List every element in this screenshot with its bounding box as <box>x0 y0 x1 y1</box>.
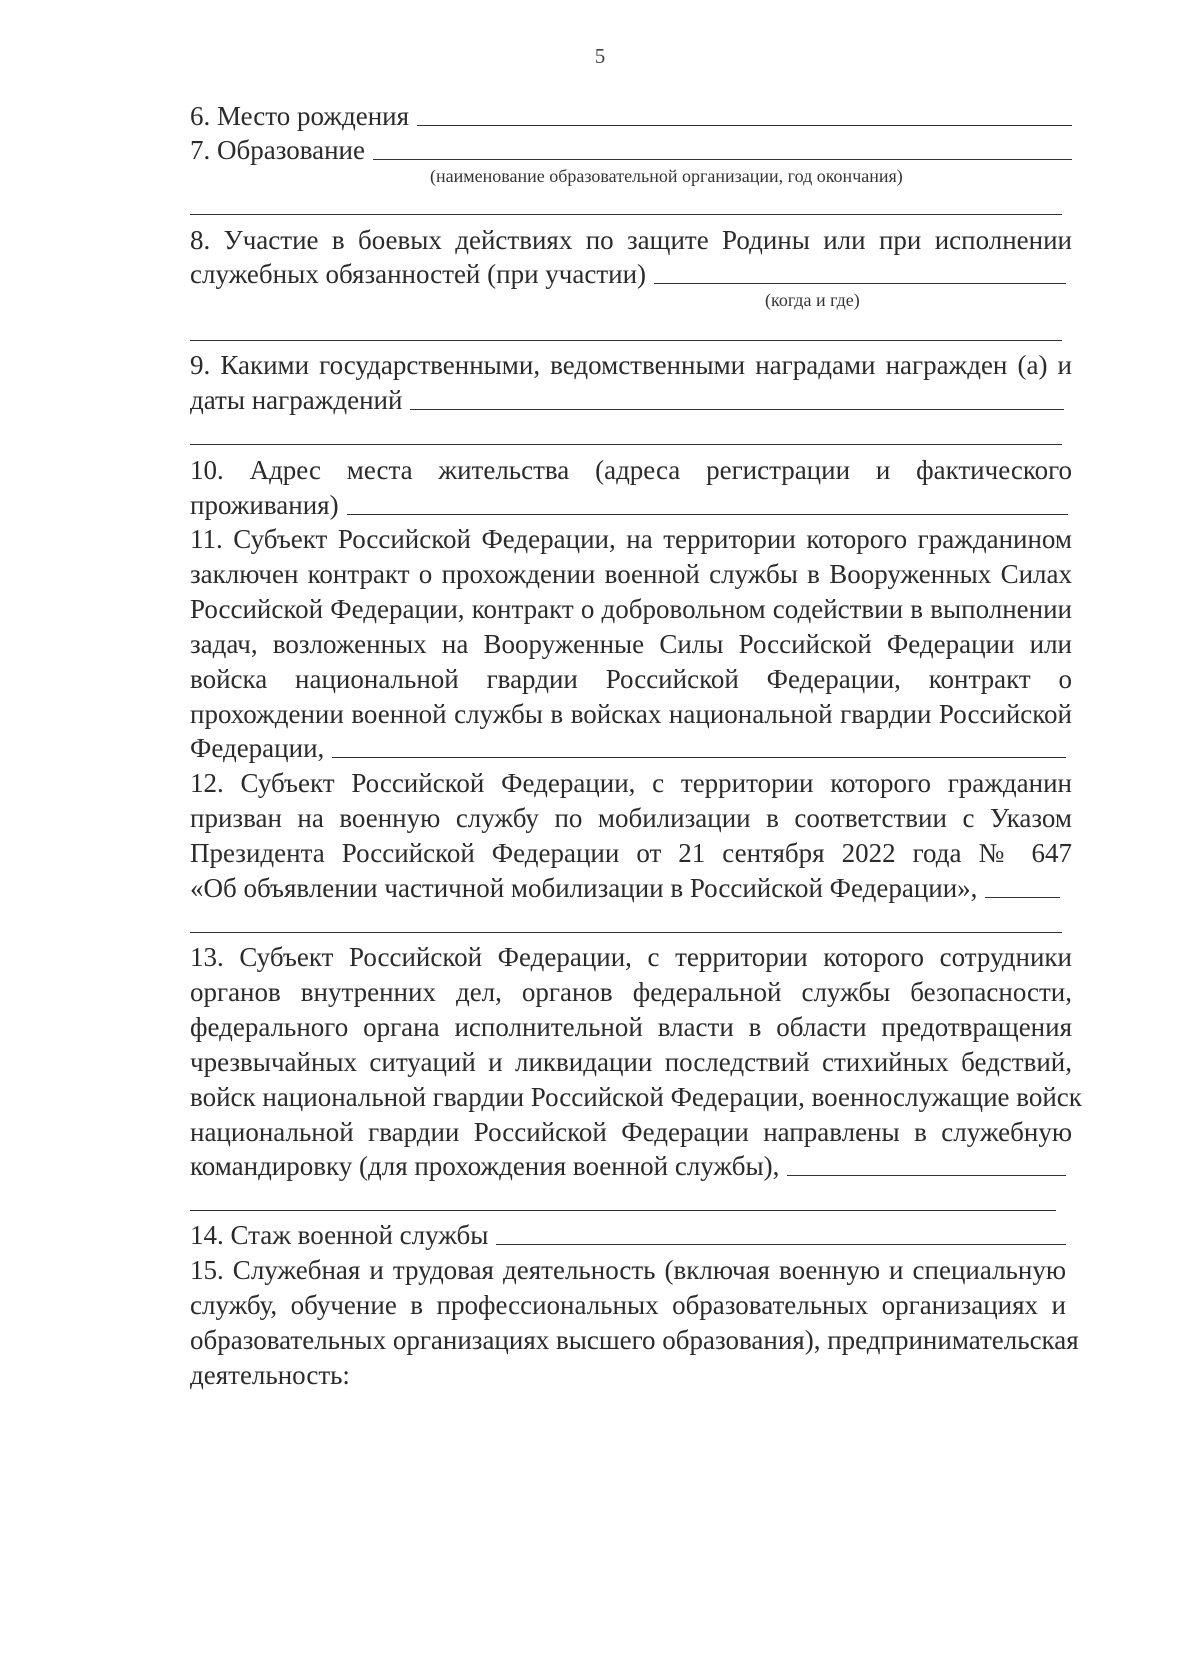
field-contract-subject <box>190 732 1066 764</box>
field-awards <box>190 384 1064 416</box>
paragraph-line: войска национальной гвардии Российской Федерации, контракт о <box>190 664 1072 694</box>
page-number: 5 <box>594 44 606 68</box>
field-label: 14. Стаж военной службы <box>190 1220 489 1250</box>
field-label: «Об объявлении частичной мобилизации в Российской Федерации», <box>190 873 978 903</box>
field-education <box>190 134 1072 166</box>
paragraph-line: задач, возложенных на Вооруженные Силы Российской Федерации или <box>190 629 1072 659</box>
field-label: 7. Образование <box>190 135 365 165</box>
paragraph-line: службу, обучение в профессиональных образовательных организациях и <box>190 1290 1066 1320</box>
fill-line[interactable] <box>787 1174 1066 1176</box>
fill-line[interactable] <box>373 158 1072 160</box>
paragraph-line: 11. Субъект Российской Федерации, на территории которого гражданином <box>190 524 1072 554</box>
paragraph-line: 12. Субъект Российской Федерации, с территории которого гражданин <box>190 768 1072 798</box>
fill-line[interactable] <box>417 124 1072 126</box>
field-mobilization-subject <box>190 872 1060 904</box>
paragraph-line: 13. Субъект Российской Федерации, с территории которого сотрудники <box>190 942 1072 972</box>
field-label: Федерации, <box>190 733 325 763</box>
field-place-of-birth <box>190 100 1072 132</box>
paragraph-line: федерального органа исполнительной власти в области предотвращения <box>190 1012 1072 1042</box>
paragraph-line: национальной гвардии Российской Федерации направлены в служебную <box>190 1117 1072 1147</box>
paragraph-line: Российской Федерации, контракт о добровольном содействии в выполнении <box>190 594 1072 624</box>
fill-line[interactable] <box>332 756 1066 758</box>
paragraph-line: деятельность: <box>190 1360 350 1390</box>
field-business-trip-subject <box>190 1150 1066 1182</box>
fill-line[interactable] <box>190 214 1062 215</box>
fill-line[interactable] <box>190 444 1062 445</box>
fill-line[interactable] <box>190 1210 1056 1211</box>
fill-line[interactable] <box>654 282 1066 284</box>
paragraph-line: образовательных организациях высшего образования), предпринимательская <box>190 1325 1079 1355</box>
paragraph-line: 15. Служебная и трудовая деятельность (включая военную и специальную <box>190 1255 1066 1285</box>
field-hint: (наименование образовательной организации, год окончания) <box>430 166 903 186</box>
paragraph-line: чрезвычайных ситуаций и ликвидации последствий стихийных бедствий, <box>190 1047 1072 1077</box>
paragraph-line: органов внутренних дел, органов федеральной службы безопасности, <box>190 977 1072 1007</box>
field-label: командировку (для прохождения военной службы), <box>190 1151 780 1181</box>
paragraph-line: прохождении военной службы в войсках национальной гвардии Российской <box>190 699 1072 729</box>
paragraph-line: призван на военную службу по мобилизации в соответствии с Указом <box>190 803 1072 833</box>
fill-line[interactable] <box>190 932 1062 933</box>
field-combat-participation <box>190 258 1066 290</box>
field-address <box>190 489 1068 521</box>
fill-line[interactable] <box>985 896 1060 898</box>
field-label: 6. Место рождения <box>190 101 410 131</box>
fill-line[interactable] <box>190 340 1062 341</box>
field-label: даты награждений <box>190 385 403 415</box>
paragraph-line: 10. Адрес места жительства (адреса регистрации и фактического <box>190 455 1072 485</box>
paragraph-line: Президента Российской Федерации от 21 сентября 2022 года № 647 <box>190 838 1072 868</box>
paragraph-line: 9. Какими государственными, ведомственными наградами награжден (а) и <box>190 350 1072 380</box>
field-service-length <box>190 1219 1066 1251</box>
paragraph-line: войск национальной гвардии Российской Федерации, военнослужащие войск <box>190 1082 1082 1112</box>
fill-line[interactable] <box>347 513 1068 515</box>
field-label: служебных обязанностей (при участии) <box>190 259 647 289</box>
field-hint: (когда и где) <box>765 290 860 310</box>
fill-line[interactable] <box>496 1243 1066 1245</box>
field-label: проживания) <box>190 490 339 520</box>
paragraph-line: заключен контракт о прохождении военной службы в Вооруженных Силах <box>190 559 1072 589</box>
fill-line[interactable] <box>410 408 1064 410</box>
paragraph-line: 8. Участие в боевых действиях по защите Родины или при исполнении <box>190 225 1072 255</box>
